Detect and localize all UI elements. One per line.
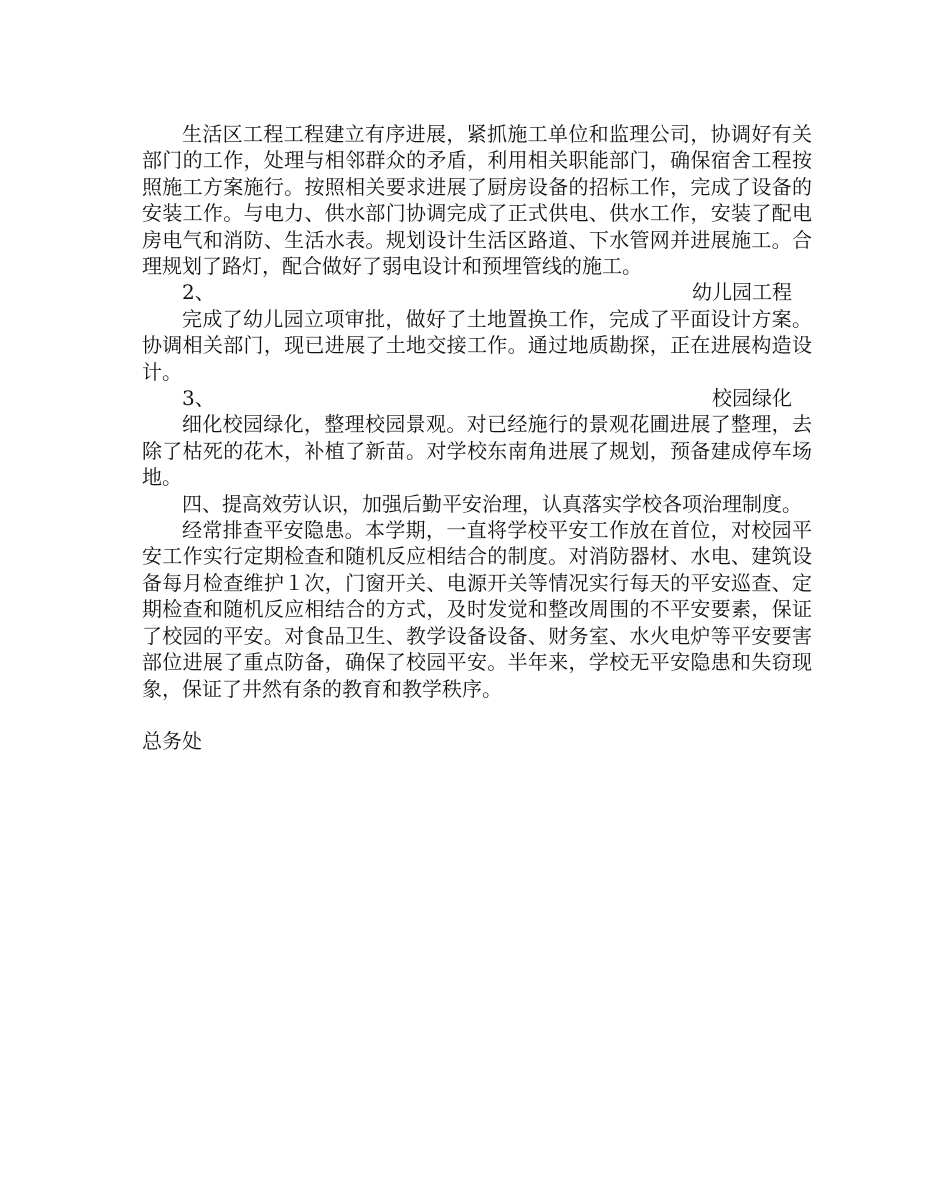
section-number: 2、: [182, 280, 215, 305]
paragraph-kindergarten: 完成了幼儿园立项审批，做好了土地置换工作，完成了平面设计方案。协调相关部门，现已进展了土地交接工作。通过地质勘探，正在进展构造设计。: [142, 306, 812, 384]
document-body: [142, 121, 812, 754]
section-heading-kindergarten: [142, 279, 812, 305]
section-title: 幼儿园工程: [692, 280, 792, 305]
section-number: 3、: [182, 386, 215, 411]
section-title: 校园绿化: [712, 386, 792, 411]
paragraph-greening: 细化校园绿化，整理校园景观。对已经施行的景观花圃进展了整理，去除了枯死的花木，补植了新苗。对学校东南角进展了规划，预备建成停车场地。: [142, 412, 812, 490]
paragraph-safety: 经常排查平安隐患。本学期，一直将学校平安工作放在首位，对校园平安工作实行定期检查和随机反应相结合的制度。对消防器材、水电、建筑设备每月检查维护１次，门窗开关、电源开关等情况实行每天的平安巡查、定期检查和随机反应相结合的方式，及时发觉和整改周围的不平安要素，保证了校园的平安。对食品卫生、教学设备设备、财务室、水火电炉等平安要害部位进展了重点防备，确保了校园平安。半年来，学校无平安隐患和失窃现象，保证了井然有条的教育和教学秩序。: [142, 518, 812, 701]
signature: 总务处: [142, 728, 202, 753]
section-heading-greening: [142, 385, 812, 411]
paragraph-safety-heading: 四、提高效劳认识，加强后勤平安治理，认真落实学校各项治理制度。: [182, 491, 802, 516]
paragraph-living-area: 生活区工程工程建立有序进展，紧抓施工单位和监理公司，协调好有关部门的工作，处理与相邻群众的矛盾，利用相关职能部门，确保宿舍工程按照施工方案施行。按照相关要求进展了厨房设备的招标工作，完成了设备的安装工作。与电力、供水部门协调完成了正式供电、供水工作，安装了配电房电气和消防、生活水表。规划设计生活区路道、下水管网并进展施工。合理规划了路灯，配合做好了弱电设计和预埋管线的施工。: [142, 122, 812, 279]
